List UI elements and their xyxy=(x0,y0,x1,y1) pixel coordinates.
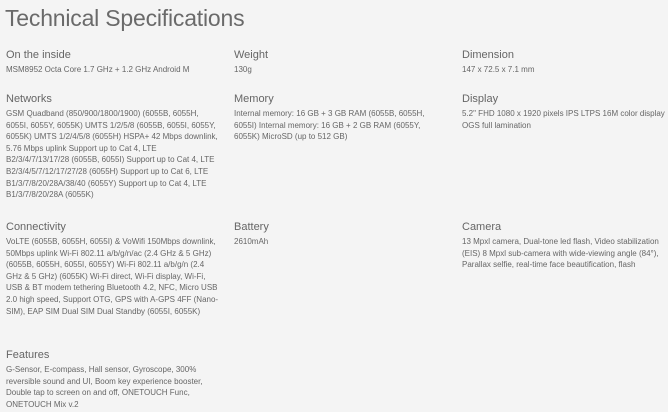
spec-value: 13 Mpxl camera, Dual-tone led flash, Video stabilization (EIS) 8 Mpxl sub-camera with wide-viewing angle (84°), Parallax selfie, real-time face beautification, flash xyxy=(462,237,659,270)
spec-camera xyxy=(462,220,668,271)
spec-connectivity xyxy=(6,220,220,317)
spec-heading: Camera xyxy=(462,221,502,233)
spec-row xyxy=(6,92,668,220)
spec-heading: Dimension xyxy=(462,49,514,61)
spec-value: VoLTE (6055B, 6055H, 6055I) & VoWifi 150Mbps downlink, 50Mbps uplink Wi-Fi 802.11 a/b/g/n/ac (2.4 GHz & 5 GHz) (6055B, 6055H, 6055I, 6055Y) Wi-Fi 802.11 a/b/g/n (2.4 GHz & 5 GHz) (6055K) Wi-Fi direct, Wi-Fi display, Wi-Fi, USB & BT modem tethering Bluetooth 4.2, NFC, Micro USB 2.0 high speed, Support OTG, GPS with A-GPS 4FF (Nano-SIM), EAP SIM Dual SIM Dual Standby (6055I, 6055K) xyxy=(6,237,219,316)
spec-heading: Connectivity xyxy=(6,221,66,233)
spec-weight xyxy=(234,48,448,76)
page-title: Technical Specifications xyxy=(5,5,245,31)
spec-display xyxy=(462,92,668,131)
spec-heading: Memory xyxy=(234,93,274,105)
spec-memory xyxy=(234,92,448,143)
spec-value: 5.2" FHD 1080 x 1920 pixels IPS LTPS 16M color display OGS full lamination xyxy=(462,109,665,130)
spec-value: Internal memory: 16 GB + 3 GB RAM (6055B, 6055H, 6055I) Internal memory: 16 GB + 2 GB RAM (6055Y, 6055K) MicroSD (up to 512 GB) xyxy=(234,109,425,142)
spec-heading: Networks xyxy=(6,93,52,105)
spec-heading: Battery xyxy=(234,221,269,233)
spec-heading: Display xyxy=(462,93,499,105)
spec-row xyxy=(6,220,668,348)
spec-value: 2610mAh xyxy=(234,237,269,246)
spec-row xyxy=(6,48,668,92)
spec-value: 130g xyxy=(234,65,252,74)
spec-heading: Weight xyxy=(234,49,269,61)
spec-features xyxy=(6,348,220,410)
spec-grid xyxy=(6,48,668,412)
spec-heading: On the inside xyxy=(6,49,71,61)
spec-value: G-Sensor, E-compass, Hall sensor, Gyroscope, 300% reversible sound and UI, Boom key experience booster, Double tap to screen on and off, ONETOUCH Func, ONETOUCH Mix v.2 xyxy=(6,365,203,409)
spec-heading: Features xyxy=(6,349,50,361)
spec-battery xyxy=(234,220,448,248)
spec-row xyxy=(6,348,668,412)
spec-value: MSM8952 Octa Core 1.7 GHz + 1.2 GHz Android M xyxy=(6,65,190,74)
spec-networks xyxy=(6,92,220,201)
spec-value: 147 x 72.5 x 7.1 mm xyxy=(462,65,535,74)
spec-dimension xyxy=(462,48,668,76)
spec-on-the-inside xyxy=(6,48,220,76)
spec-value: GSM Quadband (850/900/1800/1900) (6055B, 6055H, 6055I, 6055Y, 6055K) UMTS 1/2/5/8 (6055B, 6055I, 6055Y, 6055K) UMTS 1/2/4/5/8 (6055H) HSPA+ 42 Mbps downlink, 5.76 Mbps uplink Support up to Cat 4, LTE B2/3/4/7/13/17/28 (6055B, 6055I) Support up to Cat 4, LTE B2/3/4/5/7/12/17/27/28 (6055H) Support up to Cat 6, LTE B1/3/7/8/20/28A/38/40 (6055Y) Support up to Cat 4, LTE B1/3/7/8/20/28A (6055K) xyxy=(6,109,218,200)
